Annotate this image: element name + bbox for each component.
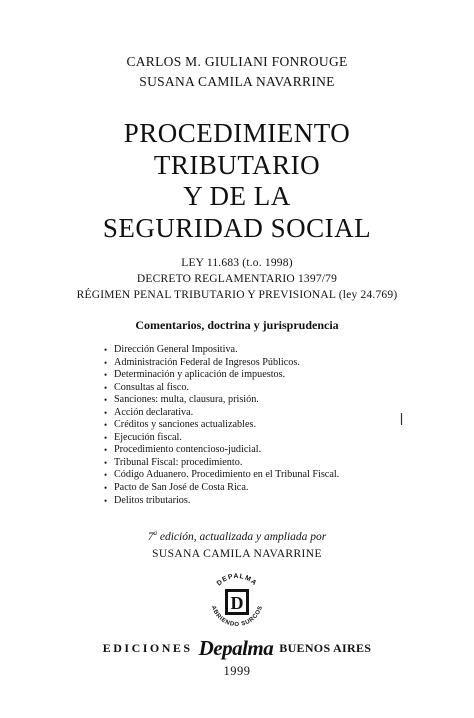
law-line-1: LEY 11.683 (t.o. 1998)	[181, 257, 293, 269]
bullet-icon: •	[104, 483, 108, 494]
list-item	[104, 444, 339, 457]
bullet-icon: •	[104, 457, 108, 468]
bullet-icon: •	[104, 495, 108, 506]
edition-number: 7	[147, 530, 154, 543]
edition-superscript: a	[153, 529, 157, 537]
svg-text:DEPALMA	[216, 573, 259, 587]
topic-text: Acción declarativa.	[114, 406, 194, 418]
bullet-icon: •	[104, 420, 108, 431]
list-item	[104, 482, 339, 495]
publisher-brand: Depalma	[198, 636, 274, 660]
authors-block	[0, 52, 474, 92]
topic-text: Determinación y aplicación de impuestos.	[114, 369, 286, 381]
author-1: CARLOS M. GIULIANI FONROUGE	[126, 54, 348, 69]
list-item	[104, 369, 339, 382]
title-line-4: SEGURIDAD SOCIAL	[102, 212, 372, 243]
book-title	[0, 118, 474, 244]
list-item	[104, 419, 339, 432]
bullet-icon: •	[104, 470, 108, 481]
edition-text: edición, actualizada y ampliada por	[156, 530, 327, 543]
logo-letter: D	[230, 593, 244, 613]
logo-top-text: DEPALMA	[215, 572, 259, 588]
law-line-2: DECRETO REGLAMENTARIO 1397/79	[136, 273, 338, 285]
publication-year: 1999	[223, 664, 251, 678]
subtitle: Comentarios, doctrina y jurisprudencia	[135, 318, 339, 332]
author-2: SUSANA CAMILA NAVARRINE	[139, 74, 335, 89]
bullet-icon: •	[104, 445, 108, 456]
list-item	[104, 406, 339, 420]
topic-text: Dirección General Impositiva.	[114, 344, 238, 355]
list-item	[104, 356, 339, 370]
law-references	[0, 255, 474, 303]
list-item	[104, 381, 339, 395]
publisher-prefix: EDICIONES	[102, 641, 193, 655]
topic-text: Procedimiento contencioso-judicial.	[114, 444, 262, 456]
list-item	[104, 456, 339, 470]
bullet-icon: •	[104, 382, 108, 393]
topics-list	[104, 344, 340, 507]
topic-text: Sanciones: multa, clausura, prisión.	[114, 394, 259, 406]
list-item	[104, 469, 340, 482]
topic-text: Tribunal Fiscal: procedimiento.	[114, 456, 243, 468]
law-line-3: RÉGIMEN PENAL TRIBUTARIO Y PREVISIONAL (ley 24.769)	[76, 289, 398, 301]
logo-bottom-text: ABRIENDO SURCOS	[209, 604, 265, 629]
depalma-logo-icon	[204, 569, 270, 635]
stray-mark-icon	[399, 413, 404, 425]
topic-text: Código Aduanero. Procedimiento en el Tribunal Fiscal.	[114, 469, 340, 481]
bullet-icon: •	[104, 357, 108, 368]
publisher-city: BUENOS AIRES	[279, 641, 372, 655]
topic-text: Pacto de San José de Costa Rica.	[114, 482, 249, 494]
title-line-2: TRIBUTARIO	[153, 149, 321, 180]
edition-line	[0, 525, 474, 546]
topic-text: Consultas al fisco.	[114, 381, 189, 393]
bullet-icon: •	[104, 370, 108, 381]
bullet-icon: •	[104, 395, 108, 406]
title-line-1: PROCEDIMIENTO	[123, 118, 351, 148]
topic-text: Créditos y sanciones actualizables.	[114, 419, 257, 431]
bullet-icon: •	[104, 345, 108, 355]
publisher-line	[0, 636, 474, 661]
title-line-3: Y DE LA	[183, 181, 291, 211]
topic-text: Administración Federal de Ingresos Públicos.	[114, 356, 300, 368]
bullet-icon: •	[104, 407, 108, 418]
list-item	[104, 394, 339, 407]
edition-block	[0, 525, 474, 563]
list-item	[104, 431, 339, 445]
list-item	[104, 344, 339, 357]
edition-reviser: SUSANA CAMILA NAVARRINE	[152, 547, 322, 560]
topic-text: Ejecución fiscal.	[114, 431, 182, 443]
topic-text: Delitos tributarios.	[114, 494, 191, 506]
bullet-icon: •	[104, 432, 108, 443]
list-item	[104, 494, 339, 508]
